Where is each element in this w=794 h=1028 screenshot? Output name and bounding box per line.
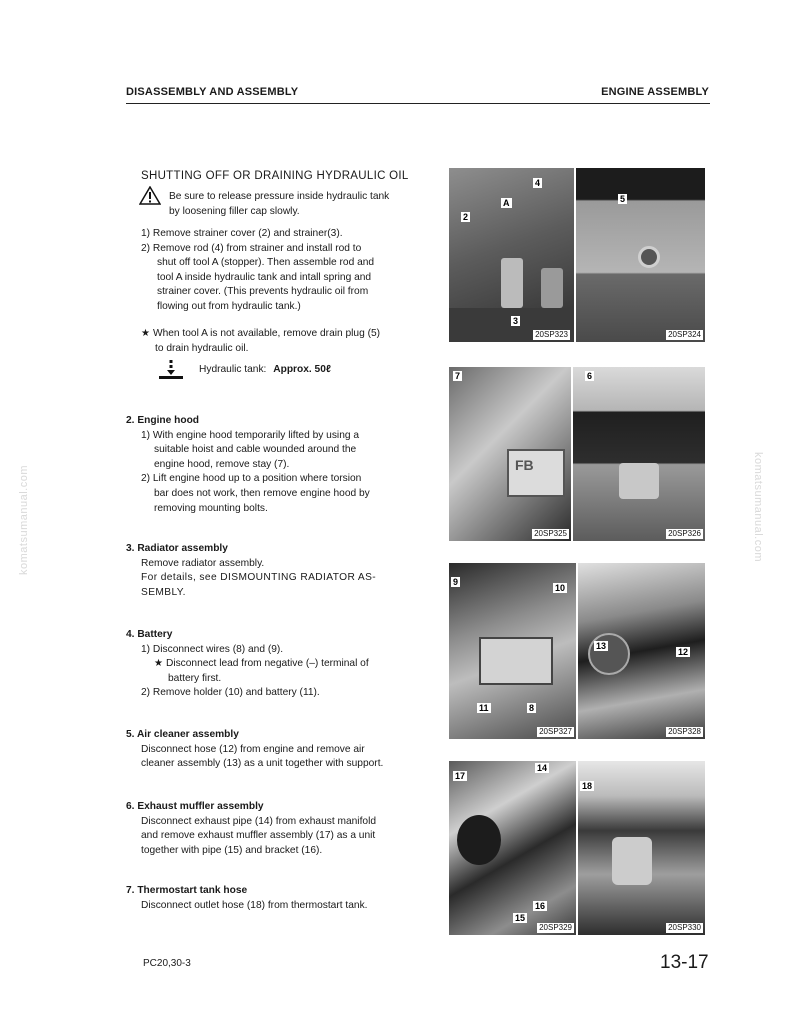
- watermark-right: komatsumanual.com: [752, 452, 764, 562]
- step-line: strainer cover. (This prevents hydraulic oil from: [157, 286, 369, 298]
- photo-callout: 9: [453, 577, 459, 587]
- section-line: engine hood, remove stay (7).: [154, 458, 290, 470]
- photo-caption: 20SP328: [668, 727, 701, 736]
- page-number: 13-17: [660, 952, 709, 973]
- photo-callout: 8: [529, 703, 535, 713]
- caution-line: Be sure to release pressure inside hydraulic tank: [169, 191, 390, 202]
- section-heading: 3. Radiator assembly: [126, 543, 228, 554]
- section-air-cleaner: [126, 728, 400, 772]
- photo-caption: 20SP327: [539, 727, 572, 736]
- step-line: flowing out from hydraulic tank.): [157, 300, 301, 312]
- section-line: suitable hoist and cable wounded around the: [154, 444, 357, 456]
- star-note-line: ★ When tool A is not available, remove drain plug (5): [141, 328, 381, 339]
- photo-callout: 17: [455, 771, 466, 781]
- section-muffler: [126, 800, 400, 858]
- photo-battery: [449, 563, 576, 739]
- photo-callout: 3: [513, 316, 519, 326]
- header-left: DISASSEMBLY AND ASSEMBLY: [126, 86, 299, 98]
- photo-strainer: [449, 168, 574, 342]
- section-engine-hood: [126, 414, 400, 516]
- step-line: 2) Remove rod (4) from strainer and install rod to: [141, 242, 362, 254]
- section-line: Remove radiator assembly.: [141, 557, 265, 569]
- photo-muffler: [449, 761, 576, 935]
- photo-caption: 20SP330: [668, 923, 701, 932]
- photo-callout: 5: [620, 194, 626, 204]
- section-title: SHUTTING OFF OR DRAINING HYDRAULIC OIL: [141, 170, 409, 182]
- section-heading: 6. Exhaust muffler assembly: [126, 801, 264, 812]
- header-rule: [126, 103, 710, 104]
- photo-callout: 11: [479, 703, 489, 713]
- section-line: battery first.: [168, 672, 222, 684]
- step-line: 1) Remove strainer cover (2) and strainer(3).: [141, 228, 343, 239]
- photo-engine-hood: [573, 367, 705, 541]
- photo-caption: 20SP329: [539, 923, 572, 932]
- section-battery: [126, 628, 400, 701]
- header-right: ENGINE ASSEMBLY: [601, 86, 709, 98]
- star-note-line: to drain hydraulic oil.: [155, 342, 249, 354]
- photo-callout: 16: [535, 901, 546, 911]
- section-line: removing mounting bolts.: [154, 502, 268, 514]
- photo-callout: 10: [555, 583, 566, 593]
- section-heading: 2. Engine hood: [126, 415, 200, 426]
- photo-callout: 13: [596, 641, 607, 651]
- photo-caption: 20SP323: [535, 330, 568, 339]
- photo-drain-plug: [576, 168, 705, 342]
- section-line: 1) With engine hood temporarily lifted by using a: [141, 429, 360, 441]
- footer-model: PC20,30-3: [143, 958, 191, 969]
- section-radiator: [126, 542, 400, 600]
- section-heading: 5. Air cleaner assembly: [126, 729, 239, 740]
- section-line: SEMBLY.: [141, 586, 186, 598]
- photo-callout: 15: [515, 913, 526, 923]
- step-line: tool A inside hydraulic tank and intall spring and: [157, 271, 372, 283]
- photo-callout: 18: [582, 781, 593, 791]
- photo-caption: 20SP325: [534, 529, 567, 538]
- section-heading: 4. Battery: [126, 629, 173, 640]
- photo-caption: 20SP324: [668, 330, 701, 339]
- section-line: For details, see DISMOUNTING RADIATOR AS-: [141, 572, 377, 584]
- photo-callout: 14: [537, 763, 548, 773]
- section-line: 2) Lift engine hood up to a position where torsion: [141, 473, 362, 485]
- photo-air-cleaner: [578, 563, 705, 739]
- photo-callout: A: [503, 198, 510, 208]
- oil-drain-icon: [157, 359, 185, 381]
- section-line: Disconnect outlet hose (18) from thermostart tank.: [141, 899, 368, 911]
- step-line: shut off tool A (stopper). Then assemble rod and: [157, 257, 375, 269]
- warning-icon: [139, 186, 161, 206]
- capacity-label: Hydraulic tank:: [199, 364, 267, 375]
- section-line: cleaner assembly (13) as a unit together with support.: [141, 758, 384, 770]
- photo-callout: 6: [587, 371, 593, 381]
- photo-caption: 20SP326: [668, 529, 701, 538]
- watermark-left: komatsumanual.com: [18, 465, 30, 575]
- photo-callout: 2: [463, 212, 469, 222]
- photo-thermostart: [578, 761, 705, 935]
- section-line: and remove exhaust muffler assembly (17) as a unit: [141, 830, 376, 842]
- section-line: Disconnect exhaust pipe (14) from exhaust manifold: [141, 815, 376, 827]
- section-line: ★ Disconnect lead from negative (–) terminal of: [154, 658, 369, 670]
- photo-callout: 12: [678, 647, 689, 657]
- section-line: Disconnect hose (12) from engine and remove air: [141, 743, 365, 755]
- section-line: 2) Remove holder (10) and battery (11).: [141, 687, 320, 699]
- section-thermostart: [126, 884, 400, 913]
- section-line: 1) Disconnect wires (8) and (9).: [141, 643, 284, 655]
- capacity-value: Approx. 50ℓ: [273, 364, 331, 375]
- section-heading: 7. Thermostart tank hose: [126, 885, 248, 896]
- photo-callout: 7: [455, 371, 461, 381]
- section-line: together with pipe (15) and bracket (16).: [141, 844, 323, 856]
- photo-callout: 4: [535, 178, 541, 188]
- photo-engine-hood-stay: FB 7 20SP325: [449, 367, 571, 541]
- section-line: bar does not work, then remove engine hood by: [154, 487, 370, 499]
- caution-line: by loosening filler cap slowly.: [169, 205, 300, 217]
